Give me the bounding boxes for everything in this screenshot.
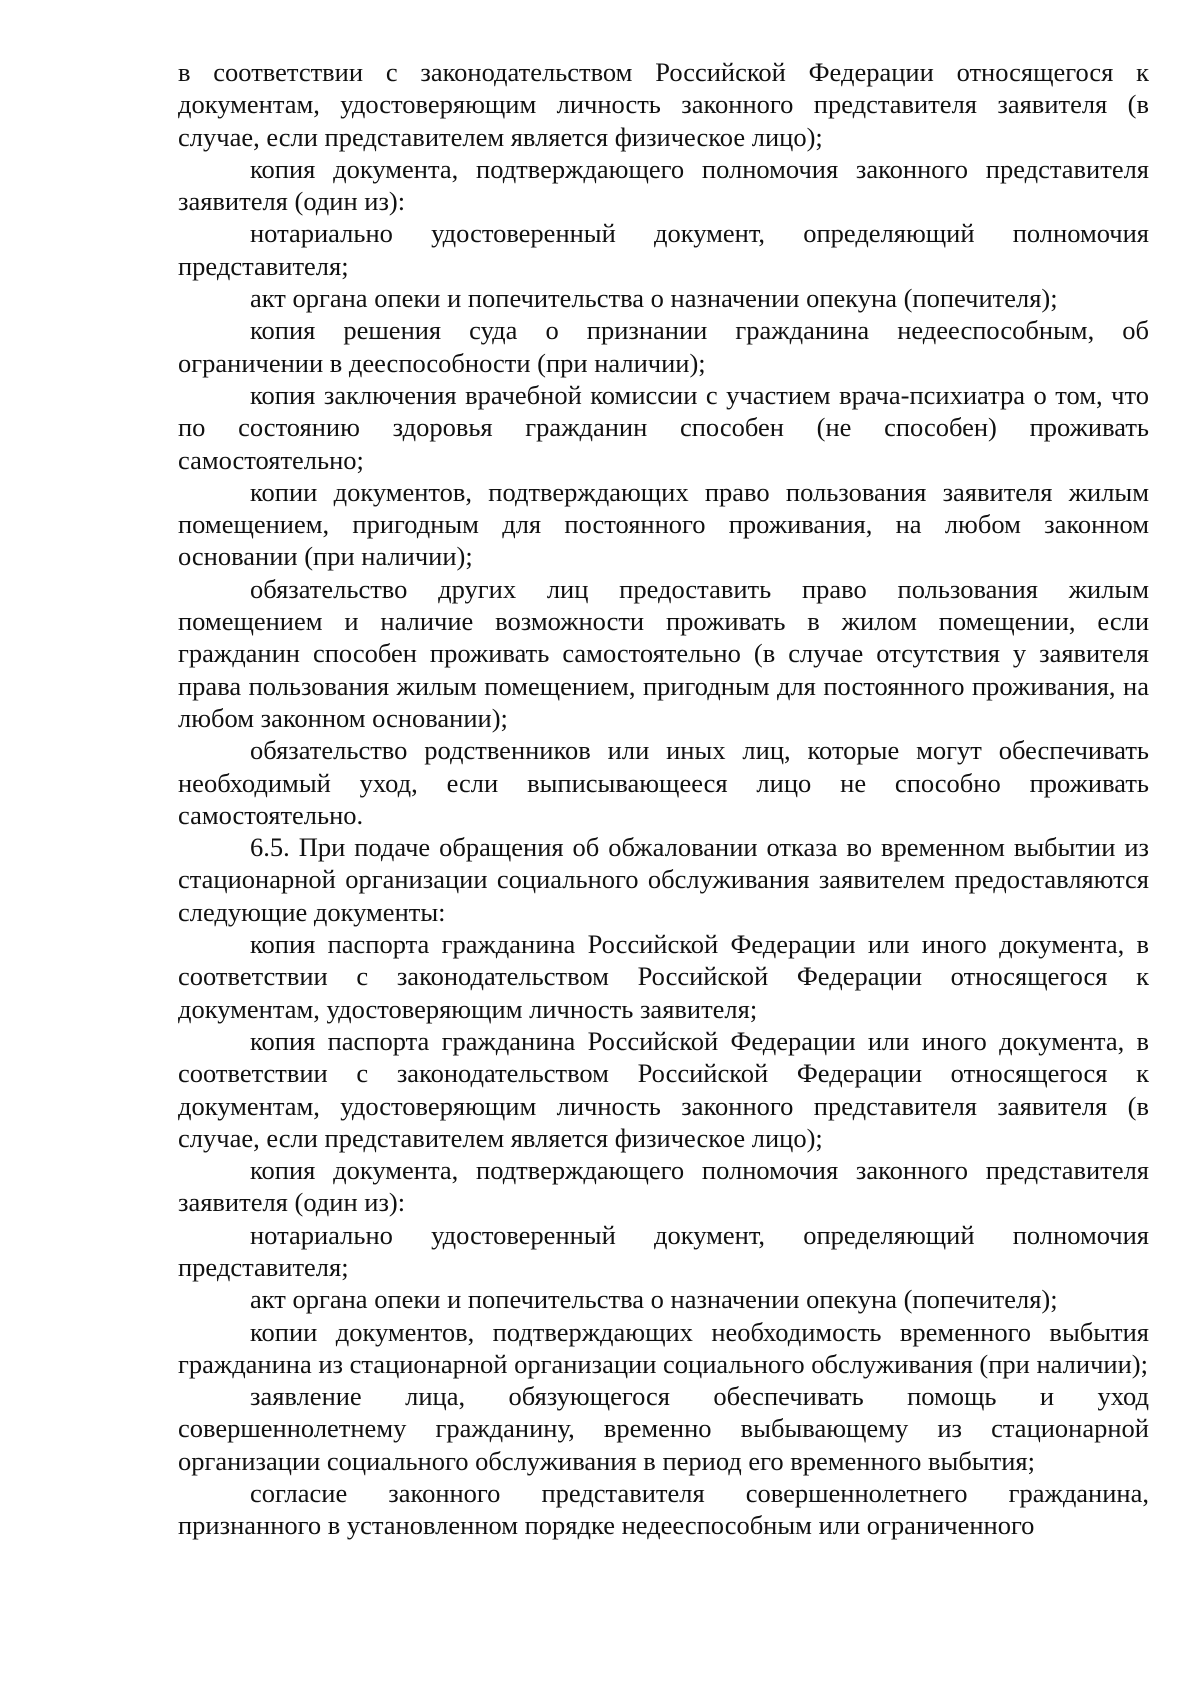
- paragraph: обязательство других лиц предоставить право пользования жилым помещением и наличие возможности проживать в жилом помещении, если гражданин способен проживать самостоятельно (в случае отсутствия у заявителя права пользования жилым помещением, пригодным для постоянного проживания, на любом законном основании);: [178, 573, 1149, 733]
- paragraph: нотариально удостоверенный документ, определяющий полномочия представителя;: [178, 1219, 1149, 1282]
- paragraph: копия документа, подтверждающего полномочия законного представителя заявителя (один из):: [178, 153, 1149, 217]
- paragraph: копия документа, подтверждающего полномочия законного представителя заявителя (один из):: [178, 1155, 1149, 1218]
- paragraph: в соответствии с законодательством Российской Федерации относящегося к документам, удостоверяющим личность законного представителя заявителя (в случае, если представителем является физическое лицо);: [178, 57, 1149, 152]
- paragraph: копии документов, подтверждающих право пользования заявителя жилым помещением, пригодным для постоянного проживания, на любом законном основании (при наличии);: [178, 476, 1149, 572]
- paragraph: нотариально удостоверенный документ, определяющий полномочия представителя;: [178, 218, 1149, 281]
- paragraph: акт органа опеки и попечительства о назначении опекуна (попечителя);: [250, 1284, 1058, 1315]
- paragraph: акт органа опеки и попечительства о назначении опекуна (попечителя);: [250, 283, 1058, 314]
- paragraph: согласие законного представителя совершеннолетнего гражданина, признанного в установленном порядке недееспособным или ограниченного: [178, 1478, 1149, 1541]
- paragraph: копия паспорта гражданина Российской Федерации или иного документа, в соответствии с законодательством Российской Федерации относящегося к документам, удостоверяющим личность заявителя;: [178, 929, 1149, 1024]
- paragraph: копии документов, подтверждающих необходимость временного выбытия гражданина из стационарной организации социального обслуживания (при наличии);: [178, 1316, 1149, 1379]
- paragraph: обязательство родственников или иных лиц, которые могут обеспечивать необходимый уход, если выписывающееся лицо не способно проживать самостоятельно.: [178, 735, 1149, 830]
- paragraph: заявление лица, обязующегося обеспечивать помощь и уход совершеннолетнему гражданину, временно выбывающему из стационарной организации социального обслуживания в период его временного выбытия;: [178, 1381, 1149, 1476]
- paragraph: копия решения суда о признании гражданина недееспособным, об ограничении в дееспособности (при наличии);: [178, 315, 1149, 378]
- section-heading-paragraph: 6.5. При подаче обращения об обжаловании отказа во временном выбытии из стационарной организации социального обслуживания заявителем предоставляются следующие документы:: [178, 832, 1149, 927]
- paragraph: копия заключения врачебной комиссии с участием врача-психиатра о том, что по состоянию здоровья гражданин способен (не способен) проживать самостоятельно;: [178, 379, 1149, 475]
- paragraph: копия паспорта гражданина Российской Федерации или иного документа, в соответствии с законодательством Российской Федерации относящегося к документам, удостоверяющим личность законного представителя заявителя (в случае, если представителем является физическое лицо);: [178, 1025, 1149, 1153]
- document-page: [178, 56, 1149, 1542]
